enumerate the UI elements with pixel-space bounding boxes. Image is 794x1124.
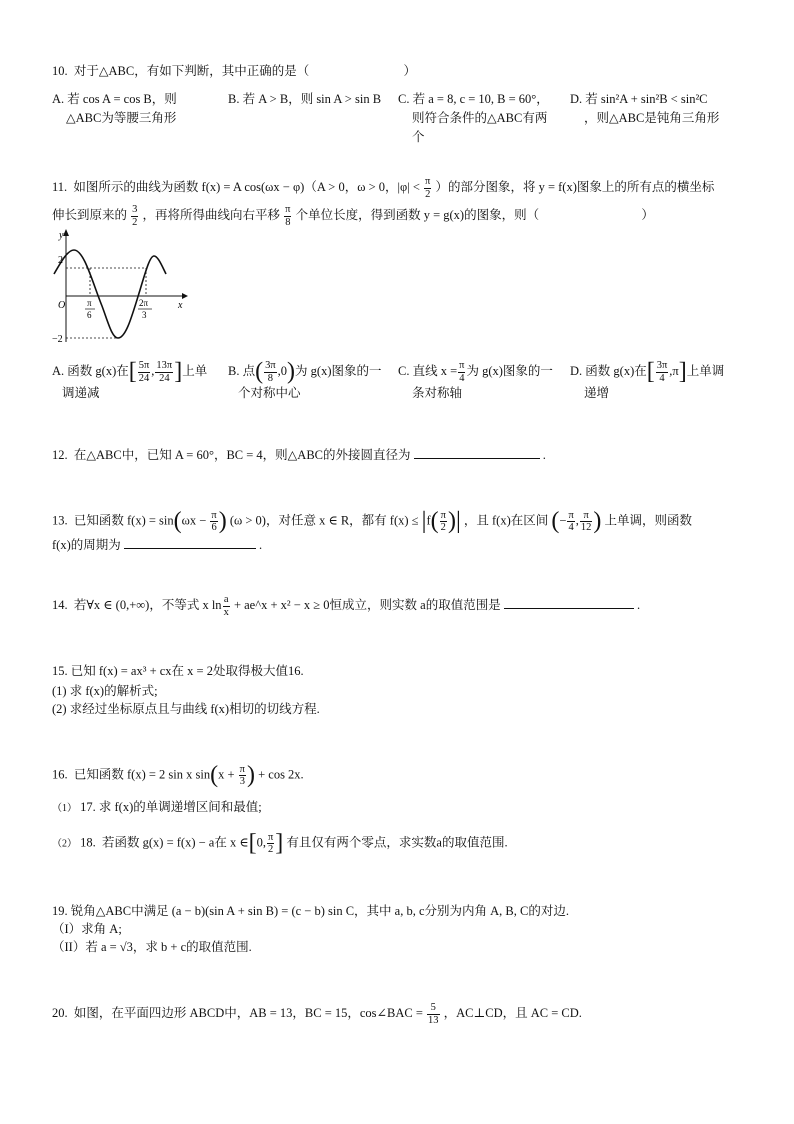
q11-line2: 伸长到原来的 $\frac{3}{2}$ ，再将所得曲线向右平移 $\frac{\pi}{8}$ 个单位长度，得到函数 y = g(x)的图象，则（ ） <box>52 204 654 228</box>
y-axis-arrow <box>63 229 69 236</box>
q10-option-d[interactable]: D. 若 sin²A + sin²B < sin²C ，则△ABC是钝角三角形 <box>570 92 720 125</box>
origin-label: O <box>58 300 66 311</box>
q11-frac-pi-8: $\frac{\pi}{8}$ <box>285 204 291 228</box>
x-axis-arrow <box>182 293 188 299</box>
q10-option-a[interactable]: A. 若 cos A = cos B，则 △ABC为等腰三角形 <box>52 92 177 125</box>
tick2-num: 2π <box>139 298 149 308</box>
q11-option-b[interactable]: B. 点( $\frac{3\pi}{8}$ ,0)为 g(x)图象的一 个对称中心 <box>228 358 382 401</box>
curve-line <box>54 250 166 338</box>
q16-part2: （2） 18. 若函数 g(x) = f(x) − a在 x ∈[0, $\frac{\pi}{2}$ ] 有且仅有两个零点，求实数a的取值范围. <box>52 830 508 856</box>
q11-option-d[interactable]: D. 函数 g(x)在[ $\frac{3\pi}{4}$ ,π]上单调 递增 <box>570 358 725 401</box>
q15-stem: 15. 已知 f(x) = ax³ + cx在 x = 2处取得极大值16. <box>52 664 304 678</box>
q19-part1: （I）求角 A; <box>52 922 122 936</box>
q14: 14. 若∀x ∈ (0,+∞)，不等式 x ln $\frac{a}{x}$ + ae^x + x² − x ≥ 0恒成立，则实数 a的取值范围是 . <box>52 594 641 618</box>
q15-part2: (2) 求经过坐标原点且与曲线 f(x)相切的切线方程. <box>52 702 320 716</box>
q13-answer-blank[interactable] <box>124 538 256 549</box>
q16-part1: （1） 17. 求 f(x)的单调递增区间和最值; <box>52 800 262 814</box>
q12: 12. 在△ABC中，已知 A = 60°，BC = 4，则△ABC的外接圆直径为 . <box>52 448 546 462</box>
tick2-den: 3 <box>142 310 147 320</box>
y-bottom-label: −2 <box>52 334 63 345</box>
tick1-num: π <box>87 298 92 308</box>
y-top-label: 2 <box>58 255 63 266</box>
q11-option-a[interactable]: A. 函数 g(x)在[ $\frac{5\pi}{24}$ , $\frac{13\pi}{24}$ ]上单 调递减 <box>52 358 208 401</box>
q11-graph <box>50 226 190 350</box>
q11-option-c[interactable]: C. 直线 x = $\frac{\pi}{4}$ 为 g(x)图象的一 条对称轴 <box>398 360 553 401</box>
x-label: x <box>178 300 183 311</box>
q10-option-b[interactable]: B. 若 A > B，则 sin A > sin B <box>228 92 382 106</box>
q19-stem: 19. 锐角△ABC中满足 (a − b)(sin A + sin B) = (c − b) sin C，其中 a, b, c分别为内角 A, B, C的对边. <box>52 904 569 918</box>
q13-line1: 13. 已知函数 f(x) = sin(ωx − $\frac{\pi}{6}$ ) (ω > 0)，对任意 x ∈ R，都有 f(x) ≤ |f( $\frac{\pi}{2}$ )| ，且 f(x)在区间 (− $\frac{\pi}{4}$ , $\frac{\pi}{12}$ ) 上单调，则函数 <box>52 508 693 534</box>
y-label: y <box>59 230 64 241</box>
q10-option-c[interactable]: C. 若 a = 8, c = 10, B = 60°， 则符合条件的△ABC有两 个 <box>398 92 549 144</box>
q14-answer-blank[interactable] <box>504 598 634 609</box>
q11-frac-pi-2: $\frac{\pi}{2}$ <box>425 176 431 200</box>
q12-answer-blank[interactable] <box>414 448 540 459</box>
q19-part2: （II）若 a = √3，求 b + c的取值范围. <box>52 940 252 954</box>
tick1-den: 6 <box>87 310 92 320</box>
q15-part1: (1) 求 f(x)的解析式; <box>52 684 158 698</box>
q13-line2: f(x)的周期为 . <box>52 538 263 552</box>
q11-line1: 11. 如图所示的曲线为函数 f(x) = A cos(ωx − φ)（A > 0，ω > 0，|φ| < $\frac{\pi}{2}$ ）的部分图象，将 y = f(x)图象上的所有点的横坐标 <box>52 176 715 200</box>
q20-stem: 20. 如图，在平面四边形 ABCD中，AB = 13，BC = 15，cos∠BAC = $\frac{5}{13}$ ，AC⊥CD，且 AC = CD. <box>52 1002 582 1026</box>
q11-frac-3-2: $\frac{3}{2}$ <box>132 204 138 228</box>
q16-stem: 16. 已知函数 f(x) = 2 sin x sin(x + $\frac{\pi}{3}$ ) + cos 2x. <box>52 762 304 788</box>
q10-stem: 10. 对于△ABC，有如下判断，其中正确的是（ ） <box>52 64 416 78</box>
